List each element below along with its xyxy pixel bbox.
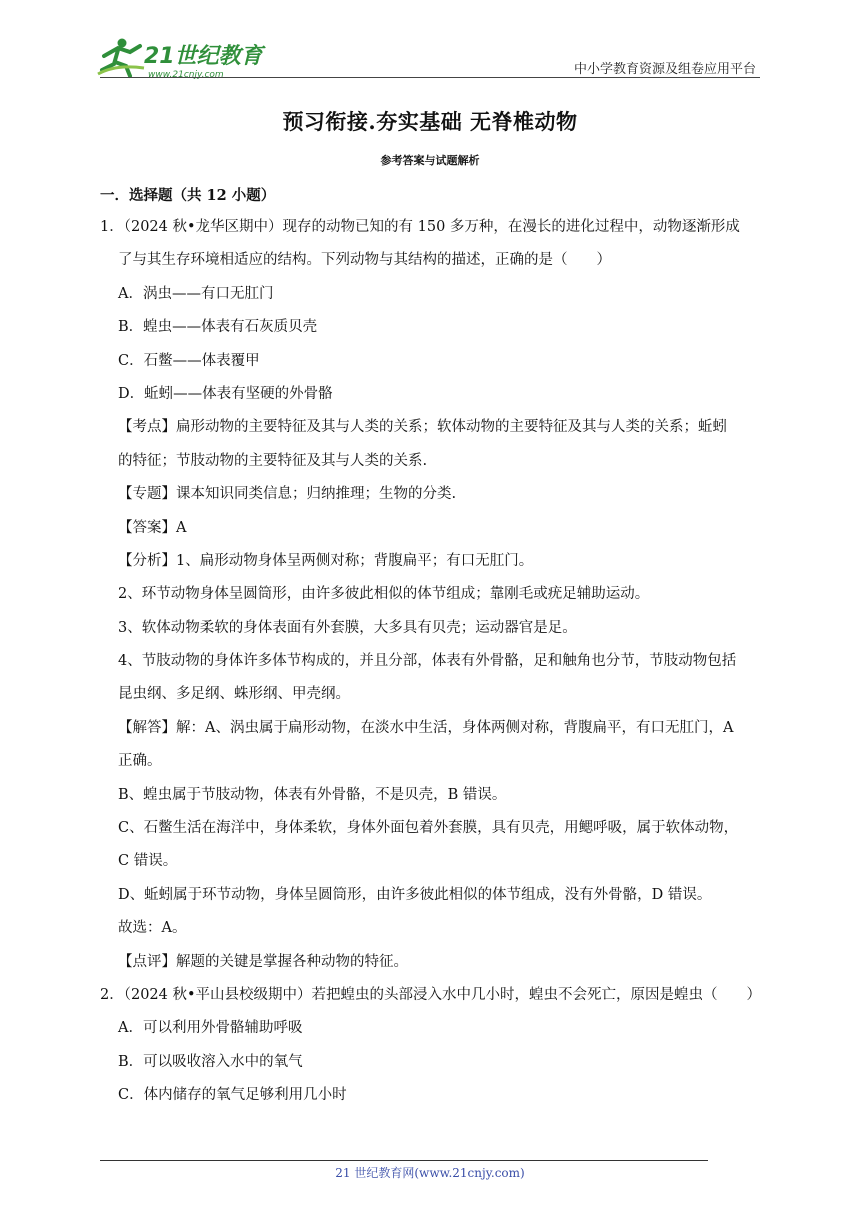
option-b: B．蝗虫——体表有石灰质贝壳 <box>118 319 318 336</box>
question-stem-line: 了与其生存环境相适应的结构。下列动物与其结构的描述，正确的是（ ） <box>118 252 611 269</box>
choice-line: 故选：A。 <box>118 920 187 937</box>
solution-line: 【解答】解：A、涡虫属于扁形动物，在淡水中生活，身体两侧对称，背腹扁平，有口无肛门，A <box>118 719 734 736</box>
kaodian-line: 【考点】扁形动物的主要特征及其与人类的关系；软体动物的主要特征及其与人类的关系；蚯蚓 <box>118 419 727 436</box>
solution-line: B、蝗虫属于节肢动物，体表有外骨骼，不是贝壳，B 错误。 <box>118 786 507 803</box>
platform-name: 中小学教育资源及组卷应用平台 <box>573 62 756 77</box>
document-body <box>100 181 764 1113</box>
header-divider <box>100 77 760 78</box>
logo-url: www.21cnjy.com <box>148 70 224 80</box>
option-d: D．蚯蚓——体表有坚硬的外骨骼 <box>118 385 333 402</box>
kaodian-line: 的特征；节肢动物的主要特征及其与人类的关系. <box>118 452 428 469</box>
analysis-line: 4、节肢动物的身体许多体节构成的，并且分部，体表有外骨骼，足和触角也分节，节肢动物包括 <box>118 653 737 670</box>
analysis-line: 昆虫纲、多足纲、蛛形纲、甲壳纲。 <box>118 686 350 703</box>
option-a: A．可以利用外骨骼辅助呼吸 <box>118 1020 303 1037</box>
solution-line: C 错误。 <box>118 853 178 870</box>
footer-link[interactable]: 21 世纪教育网(www.21cnjy.com) <box>335 1166 525 1180</box>
zhuanti-line: 【专题】课本知识同类信息；归纳推理；生物的分类. <box>118 486 457 503</box>
analysis-line: 【分析】1、扁形动物身体呈两侧对称；背腹扁平；有口无肛门。 <box>118 552 534 569</box>
question-1 <box>100 211 764 979</box>
running-man-logo-icon <box>96 34 266 80</box>
analysis-line: 2、环节动物身体呈圆筒形，由许多彼此相似的体节组成；靠刚毛或疣足辅助运动。 <box>118 586 650 603</box>
option-c: C．石鳖——体表覆甲 <box>118 352 260 369</box>
option-c: C．体内储存的氧气足够利用几小时 <box>118 1087 347 1104</box>
site-logo[interactable] <box>96 34 266 80</box>
analysis-line: 3、软体动物柔软的身体表面有外套膜，大多具有贝壳；运动器官是足。 <box>118 619 577 636</box>
answer-line: 【答案】A <box>118 519 187 536</box>
section-heading: 一．选择题（共 12 小题） <box>100 187 276 204</box>
footer-divider <box>100 1160 708 1161</box>
comment-line: 【点评】解题的关键是掌握各种动物的特征。 <box>118 953 408 970</box>
solution-line: 正确。 <box>118 753 162 770</box>
page-subtitle: 参考答案与试题解析 <box>380 154 480 167</box>
question-stem-line: 1．（2024 秋•龙华区期中）现存的动物已知的有 150 多万种，在漫长的进化过程中，动物逐渐形成 <box>100 219 740 235</box>
question-2 <box>100 979 764 1113</box>
option-b: B．可以吸收溶入水中的氧气 <box>118 1053 303 1070</box>
question-stem-line: 2．（2024 秋•平山县校级期中）若把蝗虫的头部浸入水中几小时，蝗虫不会死亡，原因是蝗虫（ ） <box>100 986 762 1003</box>
solution-line: D、蚯蚓属于环节动物，身体呈圆筒形，由许多彼此相似的体节组成，没有外骨骼，D 错误。 <box>118 886 712 903</box>
page-title: 预习衔接.夯实基础 无脊椎动物 <box>282 109 578 134</box>
option-a: A．涡虫——有口无肛门 <box>118 285 274 302</box>
logo-text: 21世纪教育 <box>144 44 263 69</box>
solution-line: C、石鳖生活在海洋中，身体柔软，身体外面包着外套膜，具有贝壳，用鳃呼吸，属于软体动物， <box>118 820 739 837</box>
